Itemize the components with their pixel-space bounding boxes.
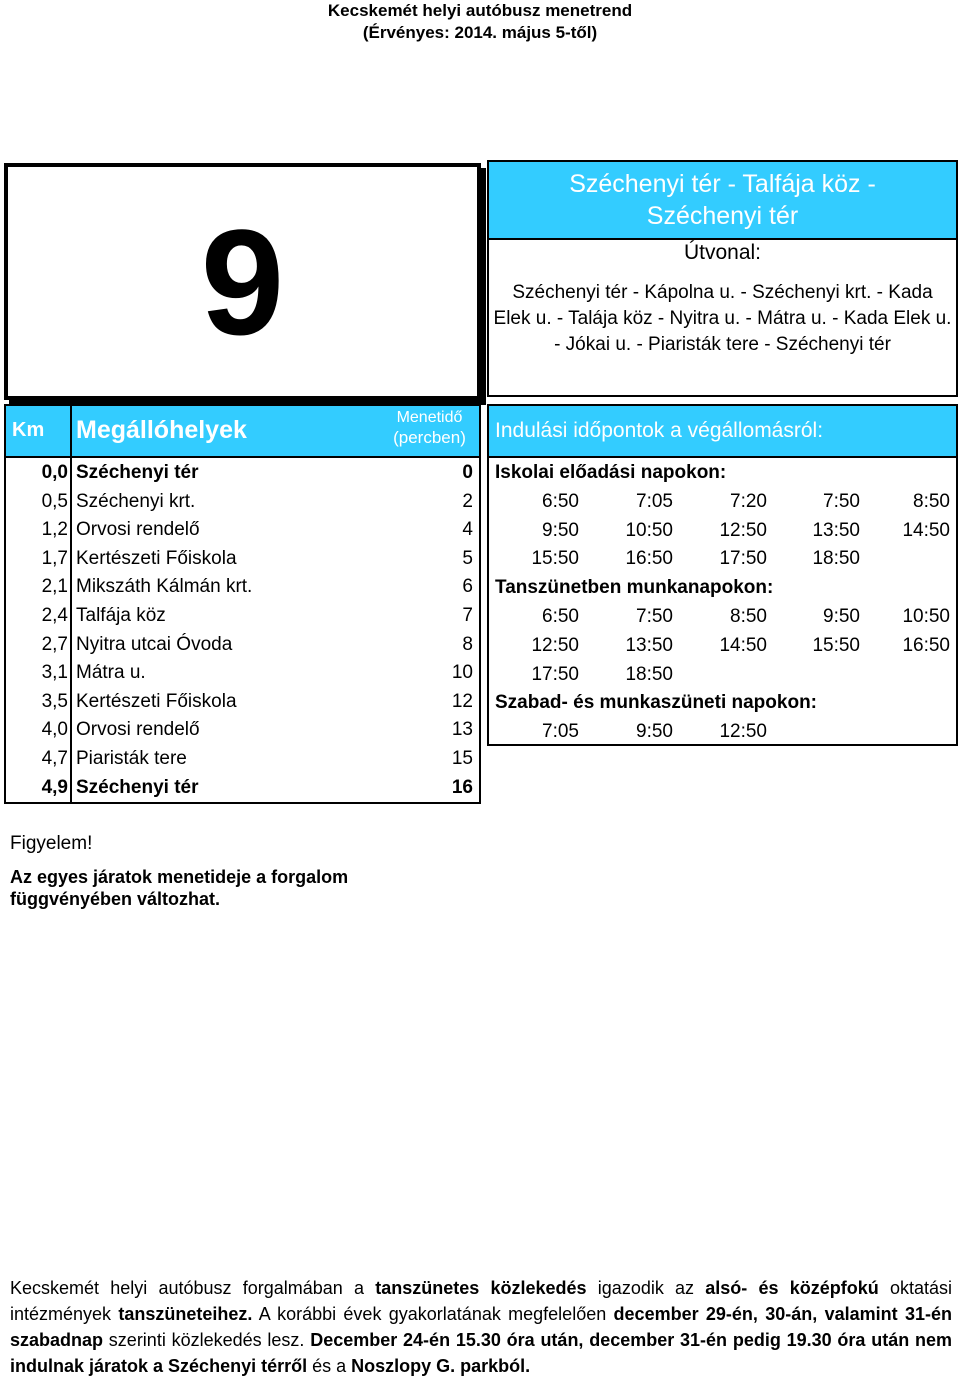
stop-name: Orvosi rendelő: [76, 519, 200, 541]
stop-name: Nyitra utcai Óvoda: [76, 633, 233, 655]
stop-km: 3,5: [41, 690, 68, 712]
stop-name: Széchenyi tér: [76, 776, 199, 798]
stops-table: [4, 404, 481, 804]
departure-section-row: [489, 458, 956, 487]
departure-time: 16:50: [625, 548, 673, 570]
stop-name: Kertészeti Főiskola: [76, 690, 237, 712]
footer-text: igazodik az: [586, 1278, 706, 1298]
stop-row: [6, 544, 479, 573]
stop-minutes: 4: [462, 519, 473, 541]
departure-time: 6:50: [542, 606, 579, 627]
notice-title: Figyelem!: [10, 833, 93, 854]
stop-km: 2,4: [41, 605, 68, 626]
stop-row: [6, 715, 479, 744]
col-time-header-line2: (percben): [393, 428, 466, 447]
page-title-line1: Kecskemét helyi autóbusz menetrend: [327, 1, 633, 20]
stop-row: [6, 601, 479, 630]
stop-km: 1,2: [41, 519, 68, 541]
departure-time: 18:50: [625, 663, 673, 685]
footer-bold: tanszüneteihez.: [118, 1304, 253, 1324]
departure-row: [489, 631, 956, 660]
departure-row: [489, 602, 956, 631]
departure-time: 12:50: [531, 634, 579, 656]
stop-km: 4,9: [41, 776, 68, 798]
stop-row: [6, 487, 479, 516]
departure-time: 7:50: [636, 606, 673, 627]
stop-name: Mátra u.: [76, 662, 146, 684]
departure-section-row: [489, 573, 956, 602]
stop-minutes: 6: [462, 576, 473, 598]
route-panel: [487, 160, 958, 397]
footer-note: [10, 1275, 952, 1379]
departure-time: 8:50: [913, 490, 950, 512]
departure-time: 12:50: [719, 721, 767, 743]
stop-name: Piaristák tere: [76, 748, 187, 769]
col-stop-header: Megállóhelyek: [76, 416, 247, 444]
departure-time: 6:50: [542, 490, 579, 512]
route-stops: Széchenyi tér - Kápolna u. - Széchenyi krt. - Kada Elek u. - Talája köz - Nyitra u. - Mátra u. - Kada Elek u. - Jókai u. - Piaristák tere - Széchenyi tér: [493, 282, 952, 355]
stop-minutes: 12: [451, 690, 473, 712]
stop-minutes: 16: [451, 776, 473, 798]
stop-row: [6, 458, 479, 487]
footer-text: szerinti közlekedés lesz.: [103, 1330, 311, 1350]
departure-time: 7:05: [636, 490, 673, 512]
stop-name: Széchenyi tér: [76, 462, 199, 483]
route-number: 9: [200, 197, 285, 366]
col-time-header-line1: Menetidő: [396, 409, 463, 426]
stop-km: 4,7: [41, 748, 68, 769]
stop-minutes: 10: [451, 662, 473, 684]
route-name-line2: Széchenyi tér: [646, 202, 799, 230]
stop-row: [6, 572, 479, 601]
stop-row: [6, 658, 479, 687]
stop-km: 1,7: [41, 547, 68, 569]
stop-name: Mikszáth Kálmán krt.: [76, 576, 253, 598]
departure-row: [489, 487, 956, 516]
departure-time: 10:50: [902, 606, 950, 627]
departures-table: [487, 404, 958, 746]
route-name-header: [489, 162, 956, 240]
departure-time: 7:05: [542, 721, 579, 743]
departure-row: [489, 516, 956, 545]
stop-minutes: 13: [451, 719, 473, 741]
footer-text: Kecskemét helyi autóbusz forgalmában a: [10, 1278, 376, 1298]
departure-row: [489, 544, 956, 573]
departure-time: 17:50: [719, 548, 767, 570]
route-name-line1: Széchenyi tér - Talfája köz -: [569, 170, 876, 198]
stop-minutes: 8: [462, 633, 473, 655]
departure-time: 14:50: [902, 519, 950, 541]
departure-time: 10:50: [625, 519, 673, 541]
stop-name: Széchenyi krt.: [76, 490, 196, 512]
footer-text: és a: [307, 1356, 352, 1376]
departure-time: 7:20: [730, 490, 767, 512]
footer-bold: alsó- és középfokú: [705, 1278, 879, 1298]
departure-time: 9:50: [542, 519, 579, 541]
departure-time: 13:50: [625, 634, 673, 656]
departure-time: 13:50: [812, 519, 860, 541]
stop-minutes: 7: [462, 605, 473, 626]
notice-text: Az egyes járatok menetideje a forgalom függvényében változhat.: [10, 867, 349, 909]
departures-title: Indulási időpontok a végállomásról:: [495, 419, 824, 442]
stop-km: 0,0: [41, 462, 68, 483]
departure-row: [489, 717, 956, 746]
departure-time: 9:50: [823, 606, 860, 627]
departure-time: 8:50: [730, 606, 767, 627]
departure-time: 18:50: [812, 548, 860, 570]
departure-row: [489, 660, 956, 689]
stop-km: 2,1: [41, 576, 68, 598]
departure-time: 12:50: [719, 519, 767, 541]
departure-section-label: Tanszünetben munkanapokon:: [495, 577, 774, 599]
stop-minutes: 5: [462, 547, 473, 569]
stop-minutes: 15: [451, 748, 473, 769]
col-time-header: [386, 408, 473, 448]
departure-section-label: Szabad- és munkaszüneti napokon:: [495, 692, 817, 714]
stop-minutes: 0: [462, 462, 473, 483]
footer-bold: tanszünetes közlekedés: [375, 1278, 587, 1298]
stop-km: 0,5: [41, 490, 68, 512]
footer-text: A korábbi évek gyakorlatának megfelelően: [252, 1304, 614, 1324]
footer-bold: December 24-én 15.30 óra után, december 31-én pedig 19.30 óra után nem indulnak járatok a Széchenyi térről: [10, 1330, 952, 1376]
col-km-header: Km: [12, 419, 45, 441]
route-number-box: [4, 163, 481, 400]
stop-km: 4,0: [41, 719, 68, 741]
route-label: Útvonal:: [683, 241, 762, 264]
stop-row: [6, 773, 479, 802]
departure-time: 15:50: [531, 548, 579, 570]
departure-time: 7:50: [823, 490, 860, 512]
stop-row: [6, 630, 479, 659]
stop-row: [6, 515, 479, 544]
stop-name: Kertészeti Főiskola: [76, 547, 237, 569]
stop-name: Orvosi rendelő: [76, 719, 200, 741]
page-title-line2: (Érvényes: 2014. május 5-től): [362, 23, 598, 42]
footer-bold: Noszlopy G. parkból.: [351, 1356, 531, 1376]
stop-minutes: 2: [462, 490, 473, 512]
stop-row: [6, 687, 479, 716]
stops-table-header: [6, 406, 479, 458]
stop-km: 3,1: [41, 662, 68, 684]
stop-row: [6, 744, 479, 773]
departure-time: 16:50: [902, 634, 950, 656]
departure-section-label: Iskolai előadási napokon:: [495, 462, 727, 483]
stop-name: Talfája köz: [76, 605, 166, 626]
departures-header: [489, 406, 956, 458]
departure-time: 9:50: [636, 721, 673, 743]
departure-time: 14:50: [719, 634, 767, 656]
departure-section-row: [489, 688, 956, 717]
departure-time: 17:50: [531, 663, 579, 685]
stop-km: 2,7: [41, 633, 68, 655]
footer-bold: december 29-én, 30-án, valamint 31-én szabadnap: [10, 1304, 952, 1350]
departure-time: 15:50: [812, 634, 860, 656]
footer-text: oktatási intézmények: [10, 1278, 953, 1324]
